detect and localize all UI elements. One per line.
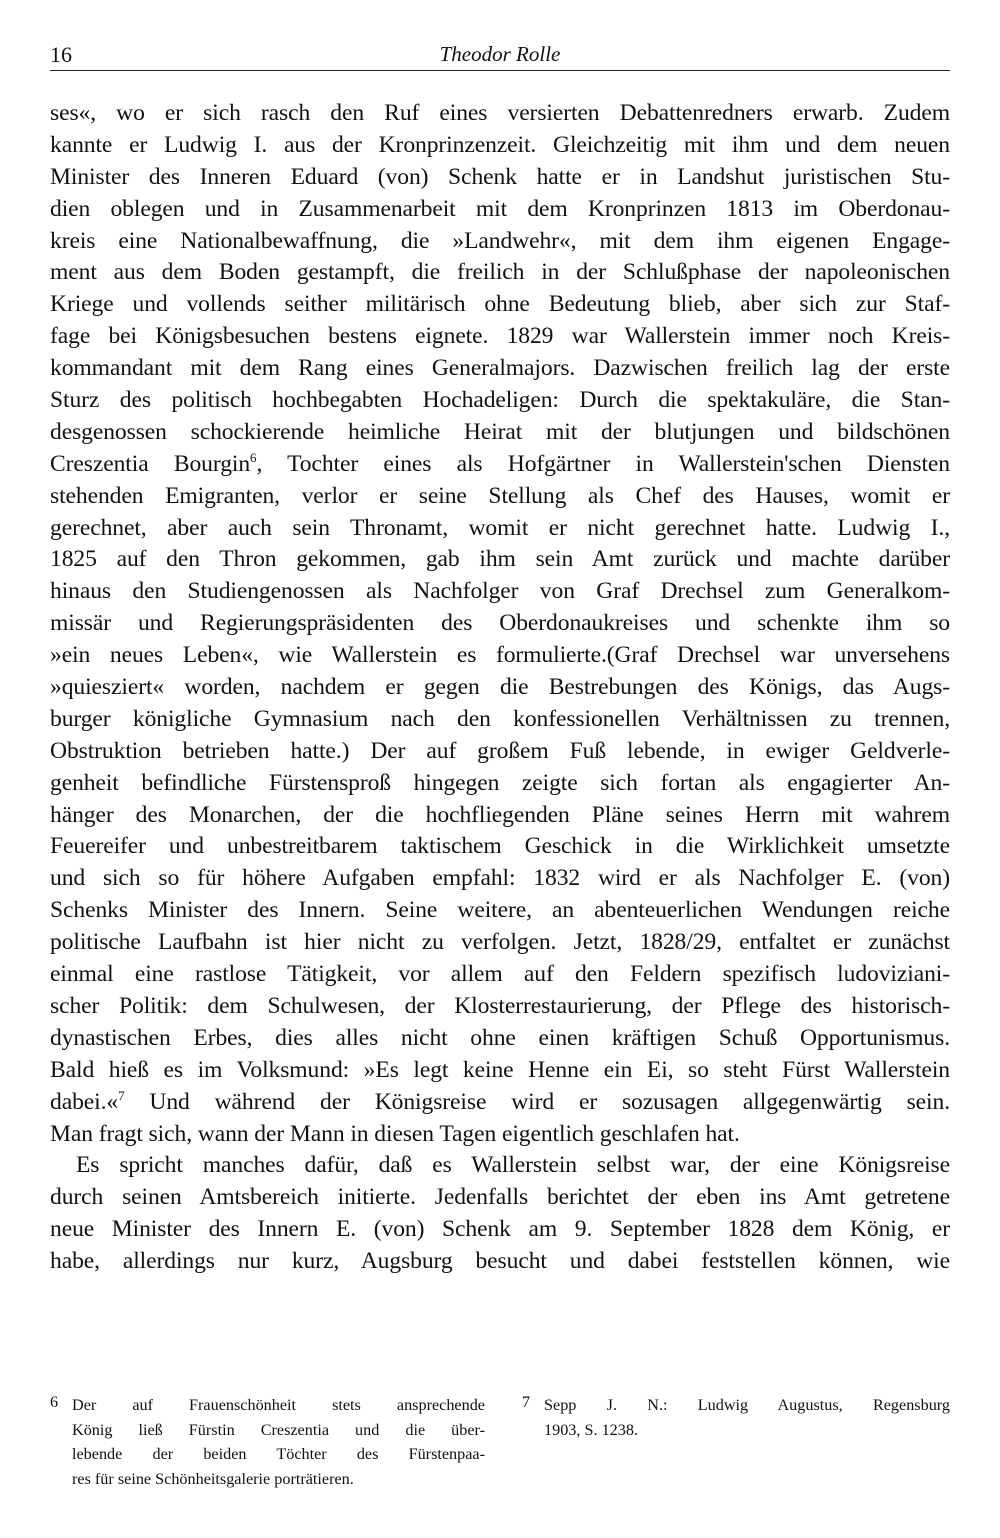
- text-line: stehenden Emigranten, verlor er seine Stellung als Chef des Hauses, womit er: [50, 482, 950, 509]
- text-line: Minister des Inneren Eduard (von) Schenk hatte er in Landshut juristischen Stu-: [50, 163, 950, 190]
- footnote-line: König ließ Fürstin Creszentia und die über-: [72, 1420, 485, 1439]
- text-line: scher Politik: dem Schulwesen, der Klosterrestaurierung, der Pflege des historisch-: [50, 992, 950, 1019]
- text-line: Kriege und vollends seither militärisch ohne Bedeutung blieb, aber sich zur Staf-: [50, 291, 950, 318]
- text-line: Obstruktion betrieben hatte.) Der auf großem Fuß lebende, in ewiger Geldverle-: [50, 737, 950, 764]
- text-line: politische Laufbahn ist hier nicht zu verfolgen. Jetzt, 1828/29, entfaltet er zunächst: [50, 929, 950, 956]
- text-line: kommandant mit dem Rang eines Generalmajors. Dazwischen freilich lag der erste: [50, 355, 950, 382]
- text-line: »ein neues Leben«, wie Wallerstein es formulierte.(Graf Drechsel war unversehens: [50, 642, 950, 669]
- text-line: kreis eine Nationalbewaffnung, die »Landwehr«, mit dem ihm eigenen Engage-: [50, 227, 950, 254]
- text-segment: , Tochter eines als Hofgärtner in Wallerstein'schen Diensten: [256, 450, 950, 477]
- footnote-7: [522, 1393, 950, 1442]
- footnote-number: 7: [522, 1393, 531, 1411]
- footnote-6: [50, 1393, 485, 1491]
- text-line: Bald hieß es im Volksmund: »Es legt keine Henne ein Ei, so steht Fürst Wallerstein: [50, 1056, 950, 1083]
- footnote-line: Der auf Frauenschönheit stets ansprechende: [72, 1396, 485, 1414]
- text-line: neue Minister des Innern E. (von) Schenk am 9. September 1828 dem König, er: [50, 1216, 950, 1243]
- text-line: »quiesziert« worden, nachdem er gegen die Bestrebungen des Königs, das Augs-: [50, 674, 950, 701]
- text-line: ment aus dem Boden gestampft, die freilich in der Schlußphase der napoleonischen: [50, 259, 950, 286]
- footnote-ref-6: 6: [250, 449, 257, 465]
- text-line: gerechnet, aber auch sein Thronamt, womit er nicht gerechnet hatte. Ludwig I.,: [50, 514, 950, 541]
- text-line-with-footnote-6: [50, 449, 950, 481]
- footnote-ref-7: 7: [118, 1087, 125, 1103]
- text-line: Feuereifer und unbestreitbarem taktischem Geschick in die Wirklichkeit umsetzte: [50, 833, 950, 860]
- text-line: dynastischen Erbes, dies alles nicht ohne einen kräftigen Schuß Opportunismus.: [50, 1024, 950, 1051]
- text-line: und sich so für höhere Aufgaben empfahl: 1832 wird er als Nachfolger E. (von): [50, 865, 950, 892]
- text-line: einmal eine rastlose Tätigkeit, vor allem auf den Feldern spezifisch ludoviziani-: [50, 961, 950, 988]
- text-line: ses«, wo er sich rasch den Ruf eines versierten Debattenredners erwarb. Zudem: [50, 100, 950, 126]
- text-segment: dabei.«: [50, 1088, 119, 1115]
- text-line: durch seinen Amtsbereich initierte. Jedenfalls berichtet der eben ins Amt getretene: [50, 1184, 950, 1211]
- text-line: hänger des Monarchen, der die hochfliegenden Pläne seines Herrn mit wahrem: [50, 801, 950, 828]
- text-line: genheit befindliche Fürstensproß hingegen zeigte sich fortan als engagierter An-: [50, 769, 950, 796]
- text-line: burger königliche Gymnasium nach den konfessionellen Verhältnissen zu trennen,: [50, 705, 950, 732]
- running-head-author: Theodor Rolle: [439, 42, 561, 66]
- text-segment: Und während der Königsreise wird er sozusagen allgegenwärtig sein.: [124, 1088, 950, 1115]
- text-line: Schenks Minister des Innern. Seine weitere, an abenteuerlichen Wendungen reiche: [50, 897, 950, 924]
- text-line: Sturz des politisch hochbegabten Hochadeligen: Durch die spektakuläre, die Stan-: [50, 387, 950, 414]
- footnote-line: lebende der beiden Töchter des Fürstenpaa-: [72, 1445, 485, 1463]
- page-number: 16: [50, 42, 72, 67]
- footnote-line: 1903, S. 1238.: [544, 1420, 638, 1439]
- text-line: missär und Regierungspräsidenten des Oberdonaukreises und schenkte ihm so: [50, 610, 950, 637]
- footnote-line: res für seine Schönheitsgalerie porträtieren.: [72, 1469, 354, 1488]
- main-text: [50, 98, 950, 1278]
- text-line: desgenossen schockierende heimliche Heirat mit der blutjungen und bildschönen: [50, 418, 950, 445]
- text-line: dien oblegen und in Zusammenarbeit mit dem Kronprinzen 1813 im Oberdonau-: [50, 195, 950, 222]
- text-line: kannte er Ludwig I. aus der Kronprinzenzeit. Gleichzeitig mit ihm und dem neuen: [50, 131, 950, 158]
- text-line: 1825 auf den Thron gekommen, gab ihm sein Amt zurück und machte darüber: [50, 546, 950, 573]
- text-line-with-footnote-7: [50, 1087, 950, 1119]
- running-header: [50, 36, 950, 71]
- text-line: hinaus den Studiengenossen als Nachfolger von Graf Drechsel zum Generalkom-: [50, 578, 950, 605]
- text-segment: Creszentia Bourgin: [50, 450, 251, 477]
- footnote-number: 6: [50, 1393, 59, 1411]
- text-line-paragraph-start: Es spricht manches dafür, daß es Wallerstein selbst war, der eine Königsreise: [76, 1152, 950, 1179]
- footnote-line: Sepp J. N.: Ludwig Augustus, Regensburg: [544, 1396, 950, 1414]
- text-line: fage bei Königsbesuchen bestens eignete. 1829 war Wallerstein immer noch Kreis-: [50, 323, 950, 350]
- text-line: habe, allerdings nur kurz, Augsburg besucht und dabei feststellen können, wie: [50, 1248, 950, 1275]
- text-line-paragraph-end: Man fragt sich, wann der Mann in diesen Tagen eigentlich geschlafen hat.: [50, 1120, 740, 1147]
